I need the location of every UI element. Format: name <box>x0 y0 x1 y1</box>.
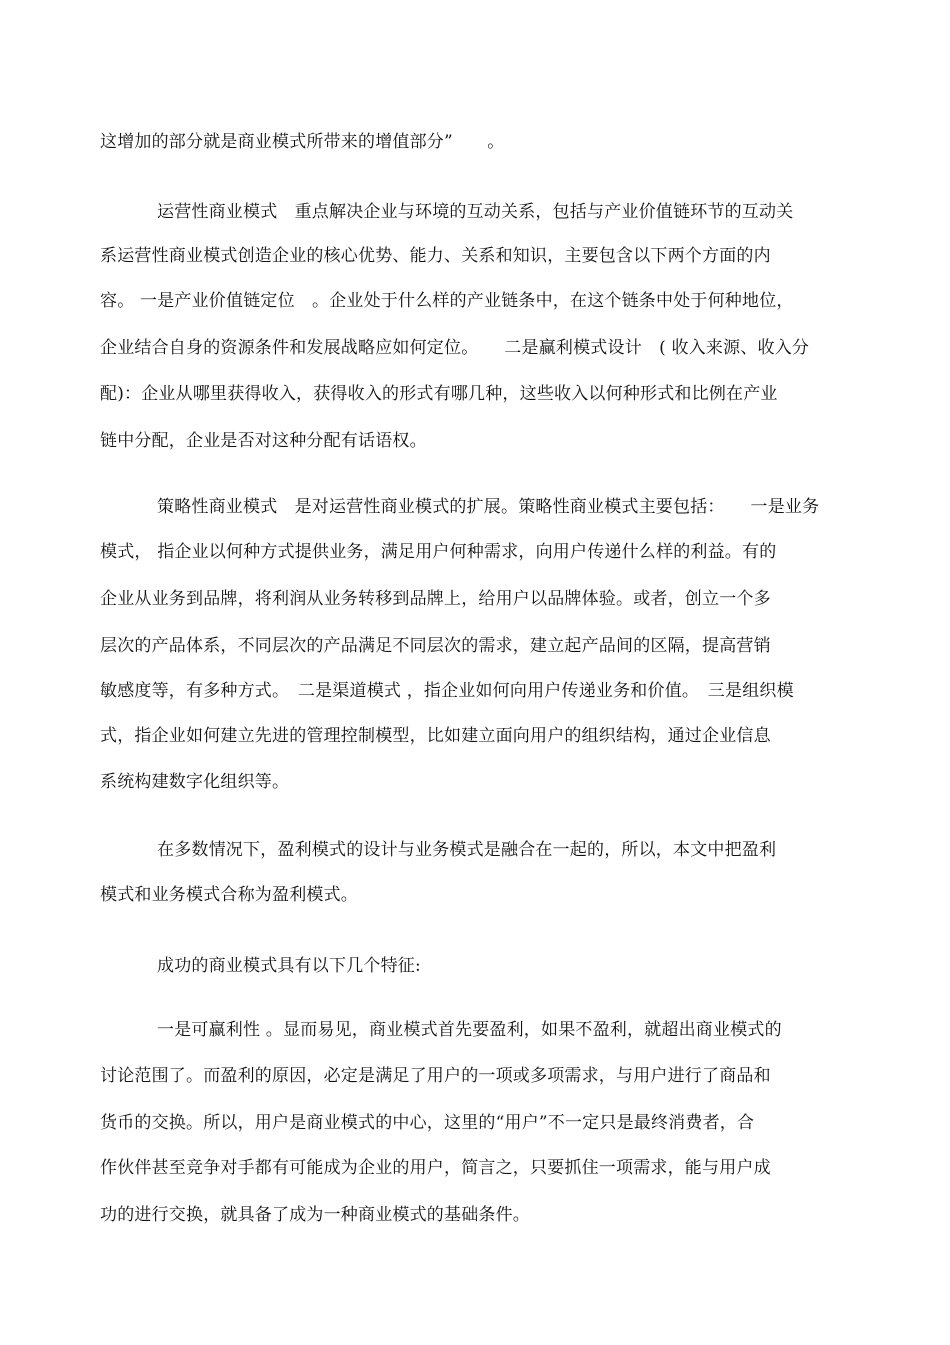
text-line: 模式， 指企业以何种方式提供业务，满足用户何种需求，向用户传递什么样的利益。有的 <box>100 542 777 562</box>
text-line: 系统构建数字化组织等。 <box>100 772 290 792</box>
text-line: 容。 一是产业价值链定位 。企业处于什么样的产业链条中，在这个链条中处于何种地位， <box>100 291 794 311</box>
text-line: 一是可赢利性 。显而易见，商业模式首先要盈利，如果不盈利，就超出商业模式的 <box>157 1020 782 1040</box>
text-line: 企业从业务到品牌，将利润从业务转移到品牌上，给用户以品牌体验。或者，创立一个多 <box>100 589 771 609</box>
text-line: 层次的产品体系，不同层次的产品满足不同层次的需求，建立起产品间的区隔，提高营销 <box>100 636 771 656</box>
text-line: 式，指企业如何建立先进的管理控制模型，比如建立面向用户的组织结构，通过企业信息 <box>100 726 771 746</box>
text-line: 链中分配，企业是否对这种分配有话语权。 <box>100 431 427 451</box>
text-line: 配)：企业从哪里获得收入，获得收入的形式有哪几种，这些收入以何种形式和比例在产业 <box>100 384 778 404</box>
text-line: 功的进行交换，就具备了成为一种商业模式的基础条件。 <box>100 1205 530 1225</box>
text-line: 在多数情况下，盈利模式的设计与业务模式是融合在一起的，所以，本文中把盈利 <box>157 840 777 860</box>
text-line: 企业结合自身的资源条件和发展战略应如何定位。 二是赢利模式设计 ( 收入来源、收入分 <box>100 338 810 358</box>
text-line: 作伙伴甚至竞争对手都有可能成为企业的用户，简言之，只要抓住一项需求，能与用户成 <box>100 1158 771 1178</box>
text-line: 系运营性商业模式创造企业的核心优势、能力、关系和知识，主要包含以下两个方面的内 <box>100 246 771 266</box>
text-line: 讨论范围了。而盈利的原因，必定是满足了用户的一项或多项需求，与用户进行了商品和 <box>100 1066 771 1086</box>
text-line: 策略性商业模式 是对运营性商业模式的扩展。策略性商业模式主要包括： 一是业务 <box>157 497 820 517</box>
text-line: 货币的交换。所以，用户是商业模式的中心，这里的“用户”不一定只是最终消费者，合 <box>100 1113 755 1133</box>
text-line: 模式和业务模式合称为盈利模式。 <box>100 885 358 905</box>
text-line: 成功的商业模式具有以下几个特征: <box>157 956 421 976</box>
text-line: 敏感度等，有多种方式。 二是渠道模式 ，指企业如何向用户传递业务和价值。 三是组织模 <box>100 681 794 701</box>
text-line: 这增加的部分就是商业模式所带来的增值部分” 。 <box>100 132 505 152</box>
text-line: 运营性商业模式 重点解决企业与环境的互动关系，包括与产业价值链环节的互动关 <box>157 202 794 222</box>
